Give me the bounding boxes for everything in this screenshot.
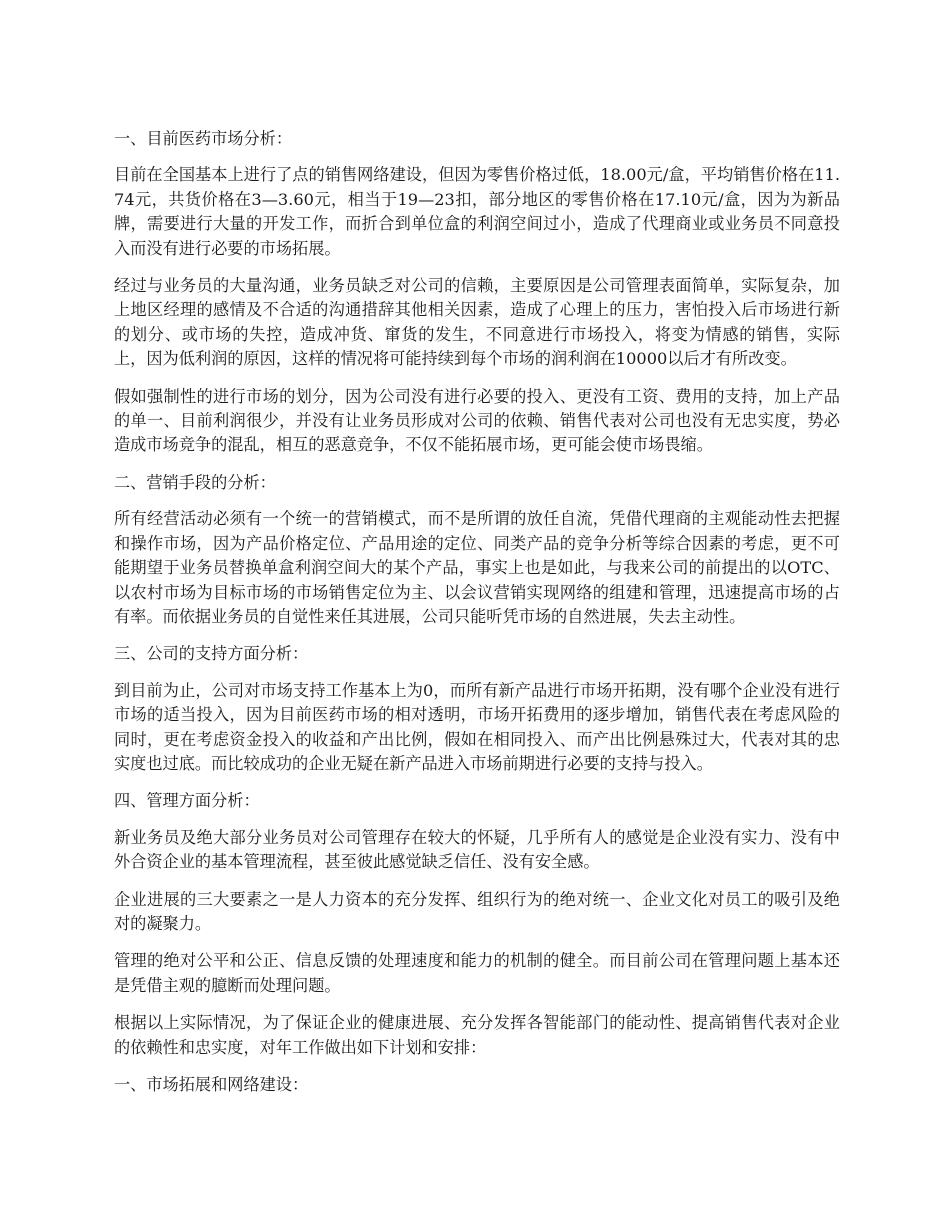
paragraph-forced-division: 假如强制性的进行市场的划分，因为公司没有进行必要的投入、更没有工资、费用的支持，加上产品的单一、目前利润很少，并没有让业务员形成对公司的依赖、销售代表对公司也没有无忠实度，势必造成市场竞争的混乱，相互的恶意竞争，不仅不能拓展市场，更可能会使市场畏缩。 [114, 386, 840, 455]
paragraph-plan-intro: 根据以上实际情况，为了保证企业的健康进展、充分发挥各智能部门的能动性、提高销售代表对企业的依赖性和忠实度，对年工作做出如下计划和安排： [114, 1013, 840, 1057]
paragraph-support: 到目前为止，公司对市场支持工作基本上为0，而所有新产品进行市场开拓期，没有哪个企业没有进行市场的适当投入，因为目前医药市场的相对透明，市场开拓费用的逐步增加，销售代表在考虑风险的同时，更在考虑资金投入的收益和产出比例，假如在相同投入、而产出比例悬殊过大，代表对其的忠实度也过底。而比较成功的企业无疑在新产品进入市场前期进行必要的支持与投入。 [114, 680, 840, 773]
section-heading-market-expansion: 一、市场拓展和网络建设： [114, 1075, 309, 1094]
paragraph-pricing: 目前在全国基本上进行了点的销售网络建设，但因为零售价格过低，18.00元/盒，平均销售价格在11.74元，共货价格在3—3.60元，相当于19—23扣，部分地区的零售价格在17.10元/盒，因为为新品牌，需要进行大量的开发工作，而折合到单位盒的利润空间过小，造成了代理商业或业务员不同意投入而没有进行必要的市场拓展。 [114, 165, 840, 258]
document-body [114, 127, 840, 1109]
paragraph-marketing-model: 所有经营活动必须有一个统一的营销模式，而不是所谓的放任自流，凭借代理商的主观能动性去把握和操作市场，因为产品价格定位、产品用途的定位、同类产品的竞争分析等综合因素的考虑，更不可能期望于业务员替换单盒利润空间大的某个产品，事实上也是如此，与我来公司的前提出的以OTC、以农村市场为目标市场的市场销售定位为主、以会议营销实现网络的组建和管理，迅速提高市场的占有率。而依据业务员的自觉性来任其进展，公司只能听凭市场的自然进展，失去主动性。 [114, 509, 840, 626]
section-heading-management: 四、管理方面分析： [114, 791, 260, 811]
paragraph-fairness: 管理的绝对公平和公正、信息反馈的处理速度和能力的机制的健全。而目前公司在管理问题上基本还是凭借主观的臆断而处理问题。 [114, 951, 840, 995]
paragraph-three-elements: 企业进展的三大要素之一是人力资本的充分发挥、组织行为的绝对统一、企业文化对员工的吸引及绝对的凝聚力。 [114, 889, 840, 933]
section-heading-market-analysis: 一、目前医药市场分析： [114, 129, 293, 148]
paragraph-management-doubt: 新业务员及绝大部分业务员对公司管理存在较大的怀疑，几乎所有人的感觉是企业没有实力、没有中外合资企业的基本管理流程，甚至彼此感觉缺乏信任、没有安全感。 [114, 827, 840, 872]
section-heading-company-support: 三、公司的支持方面分析： [114, 644, 309, 664]
paragraph-communication: 经过与业务员的大量沟通，业务员缺乏对公司的信赖，主要原因是公司管理表面简单，实际复杂，加上地区经理的感情及不合适的沟通措辞其他相关因素，造成了心理上的压力，害怕投入后市场进行新的划分、或市场的失控，造成冲货、窜货的发生，不同意进行市场投入，将变为情感的销售，实际上，因为低利润的原因，这样的情况将可能持续到每个市场的润利润在10000以后才有所改变。 [114, 276, 840, 369]
section-heading-marketing-means: 二、营销手段的分析： [114, 472, 276, 492]
